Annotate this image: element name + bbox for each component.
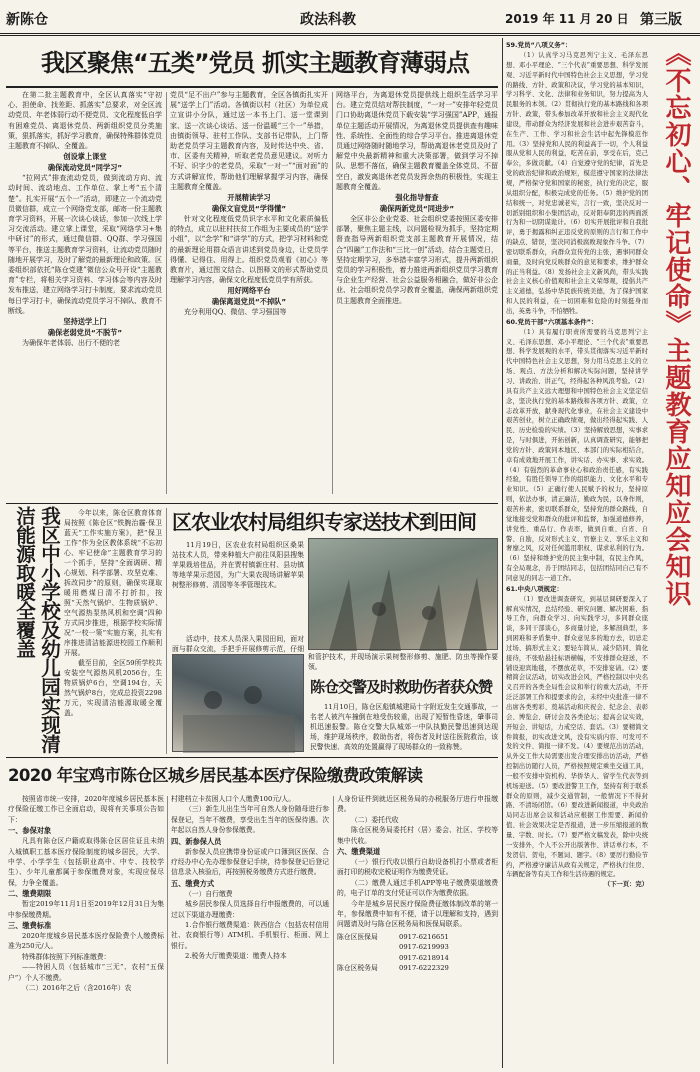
- contact-row: 0917-6218914: [399, 953, 449, 962]
- sidebar-end-mark: （下一页：完）: [603, 881, 648, 889]
- insurance-paragraph: 凡具有陈仓区户籍或取得陈仓区居住证且未纳入城镇职工基本医疗保险制度的城乡居民，大学、中学、小学学生（包括职业高中、中专、技校学生）、少年儿童都属于参保缴费对象，实现应保尽保，力争全覆盖。: [8, 837, 164, 887]
- insurance-paragraph: 城乡居民参保人员选择自行申报缴费的，可以通过以下渠道办理缴费：: [171, 900, 329, 919]
- agri-body: [172, 540, 304, 632]
- lead-paragraph: 为确保年老体弱、出行不便的老: [22, 339, 120, 348]
- lead-paragraph: 网络平台，为离退休党员提供线上组织生活学习平台。建立党员结对帮扶制度，“一对一”安排年轻党员门口协助离退休党员下载安装“学习强国”APP，通报单位主题活动开展情况，为离退休党员提供查有趣味性、系统性、全面性的综合学习平台。推进离退休党员通过网络随时随地学习，帮助离退休老党员及时了解党中央最新精神和重大决策部署，做到学习不掉队、思想不落伍，确保主题教育覆盖全体党员、不留空白，激发离退休老党员发挥余热的积极性，实现主题教育全覆盖。: [336, 91, 498, 191]
- agri-paragraph: 活动中，技术人员深入果园田间，面对面与群众交流，手把手开展修剪示范，仔细: [172, 635, 304, 653]
- insurance-subhead: 一、参保对象: [8, 826, 52, 836]
- insurance-paragraph: （一）自行缴费: [185, 889, 233, 898]
- paper-name: 新陈仓: [6, 12, 48, 28]
- lead-headline: 我区聚焦“五类”党员 抓实主题教育薄弱点: [41, 49, 469, 77]
- insurance-paragraph: 按照省市统一安排，2020年度城乡居民基本医疗保险征缴工作已全面启动，现将有关事项公告如下：: [8, 795, 164, 824]
- insurance-paragraph: 特殊群体按照下列标准缴费：: [22, 952, 111, 961]
- sidebar-knowledge: [506, 40, 648, 1064]
- insurance-paragraph: 人身份证件到就近区税务局的办税服务厅进行申报缴费。: [337, 795, 498, 814]
- insurance-column-1: [8, 794, 164, 1066]
- lead-subhead: 坚持送学上门: [63, 317, 107, 327]
- section-divider: [6, 757, 498, 758]
- vertical-headline: 我区中小学校及幼儿园实现清洁能源取暖全覆盖: [13, 506, 61, 753]
- traffic-body: [310, 702, 498, 754]
- lead-subhead: 确保两新党员“同进步”: [379, 204, 455, 214]
- lead-paragraph: 党员“足不出户”参与主题教育，全区各镇街扎实开展“送学上门”活动。各镇街以村（社区）为单位成立宣讲小分队，通过送一本书上门、送一堂课到家、送一次谈心谈话、送一份温暖“三个一”举措，由镇街领导、驻村工作队、支部书记带队，上门帮助老党员学习主题教育内容，及时传达中央、省、市、区委有关精神，听取老党员意见建议。对听力不好、识字少的老党员，采取“一对一”“面对面”的方式讲解宣传，帮助他们理解掌握学习内容，确保主题教育全覆盖。: [170, 91, 328, 191]
- sidebar-paragraph: （1）认真学习马克思列宁主义、毛泽东思想、邓小平理论、“三个代表”重要思想、科学发展观、习近平新时代中国特色社会主义思想，学习党的路线、方针、政策和决议，学习党的基本知识，学习科学、文化、法律和业务知识，努力提高为人民服务的本领。（2）贯彻执行党的基本路线和各项方针、政策，带头参加改革开放和社会主义现代化建设，带动群众为经济发展和社会进步艰苦奋斗，在生产、工作、学习和社会生活中起先锋模范作用。（3）坚持党和人民的利益高于一切，个人利益服从党和人民的利益，吃苦在前，享受在后，克己奉公，多做贡献。（4）自觉遵守党的纪律，首先是党的政治纪律和政治规矩，模范遵守国家的法律法规，严格保守党和国家的秘密，执行党的决定，服从组织分配，积极完成党的任务。（5）维护党的团结和统一，对党忠诚老实，言行一致，坚决反对一切派别组织和小集团活动，反对阳奉阴违的两面派行为和一切阴谋诡计。（6）切实开展批评和自我批评，勇于揭露和纠正违反党的原则的言行和工作中的缺点、错误，坚决同消极腐败现象作斗争。（7）密切联系群众，向群众宣传党的主张，遇事同群众商量，及时向党反映群众的意见和要求，维护群众的正当利益。（8）发扬社会主义新风尚，带头实践社会主义核心价值观和社会主义荣辱观，提倡共产主义道德，弘扬中华民族传统美德，为了保护国家和人民的利益，在一切困难和危险的时刻挺身而出，英勇斗争，不怕牺牲。: [506, 52, 648, 315]
- traffic-photo: [172, 654, 304, 752]
- contact-row: 陈仓区医保局 0917-6216651: [337, 932, 449, 941]
- headline-rule: [6, 86, 498, 88]
- insurance-subhead: 三、缴费标准: [8, 921, 52, 931]
- insurance-paragraph: （二）2016年之后（含2016年）农: [22, 984, 132, 993]
- lead-paragraph: 全区非公企业党委、社会组织党委按照区委安排部署，聚焦主题主线，以问题检视为抓手，坚持定期督查指导两新组织党支部主题教育开展情况，结合“四融”工作法和“三比一创”活动，结合主题党日，坚持定期学习，多举措丰富学习形式，提升两新组织党员的学习积极性，着力推进两新组织党员学习教育与企业生产经营、社会公益服务相融合，做好非公企业、社会组织党员学习教育全覆盖，确保两新组织党员主题教育全面推进。: [336, 215, 498, 305]
- sidebar-heading: 60.党员干部“六项基本条件”：: [506, 317, 598, 326]
- insurance-paragraph: 1.合作银行缴费渠道：陕西信合（包括农村信用社、农商银行等）ATM机、手机银行、柜面、网上银行。: [171, 921, 329, 950]
- contact-list: [337, 932, 498, 974]
- insurance-paragraph: 2.税务大厅缴费渠道：缴费人持本: [185, 952, 287, 961]
- agri-body-2: [172, 634, 304, 653]
- agri-photo: [308, 538, 498, 650]
- lead-paragraph: “拉网式”排查流动党员，做到流动方向、流动时间、流动地点、工作单位、掌上考“五个清楚”。扎实开展“五个一”活动，即建立一个流动党员微信群，成立一个网络党支部，邮寄一份主题教育学习资料，开展一次谈心谈话，参加一次线上学习交流活动。建立掌上课堂，采取“网络学习+集中研讨”的形式，通过微信群、QQ群、学习强国等平台，推送主题教育学习资料，让流动党员随时随地开展学习，及时了解党的最新理论和政策。区委组织部依托“陈仓党建”微信公众号开设“主题教育”专栏，将相关学习资料、学习体会等内容及时发布推送，建立网络学习打卡制度，要求流动党员每日学习打卡，确保流动党员学习不掉队、教育不断线。: [8, 174, 162, 315]
- insurance-subhead: 五、缴费方式: [171, 878, 215, 888]
- agri-headline: 区农业农村局组织专家送技术到田间: [172, 510, 476, 534]
- accident-photo-icon: [173, 655, 305, 753]
- vertical-story-body: [64, 508, 162, 756]
- page-header: [0, 0, 700, 36]
- insurance-paragraph: ——特困人员（包括城市“三无”、农村“五保户”）个人不缴费。: [8, 963, 164, 982]
- insurance-subhead: 二、缴费期限: [8, 889, 52, 899]
- agri-caption-text: 和管护技术，并现场演示果树整形修剪、施肥、防虫等操作要领。: [308, 653, 498, 671]
- lead-subhead: 开展精读学习: [227, 193, 271, 203]
- lead-column-2: [170, 90, 328, 498]
- insurance-paragraph: 村建档立卡贫困人口个人缴费100元/人。: [171, 795, 296, 803]
- lead-column-3: [336, 90, 498, 498]
- vertical-story-paragraph: 截至目前，全区59所学校共安装空气源热风机2056台，生物质锅炉6台，空调194台，天然气锅炉8台，完成总投资2298万元，实现清洁能源取暖全覆盖。: [64, 659, 162, 717]
- lead-subhead: 确保老弱党员“不脱节”: [47, 328, 123, 338]
- insurance-column-2: [171, 794, 329, 1066]
- lead-subhead: 确保文盲党员“学得懂”: [211, 204, 287, 214]
- lead-column-1: [8, 90, 162, 498]
- insurance-subhead: 六、缴费渠道: [337, 847, 381, 857]
- lead-paragraph: 充分利用QQ、微信、学习强国等: [184, 308, 287, 317]
- lead-subhead: 确保离退党员“不掉队”: [211, 297, 287, 307]
- lead-subhead: 强化指导督查: [395, 193, 439, 203]
- insurance-paragraph: 陈仓区税务局委托村（居）委会、社区、学校等集中代收。: [337, 826, 498, 845]
- issue-date: 2019 年 11 月 20 日: [505, 12, 629, 26]
- insurance-paragraph: 今年是城乡居民医疗保险费征缴体制改革的第一年，参保缴费中如有不便，请于以理解和支持，遇到问题请及时与陈仓区税务局和医保局联系。: [337, 899, 498, 929]
- insurance-column-3: [337, 794, 498, 1066]
- agri-caption: [308, 652, 498, 674]
- insurance-paragraph: （三）新生儿出生当年可自然人身份随母进行参保登记，当年不缴费，享受出生当年的医保待遇。次年起以自然人身份参保缴费。: [171, 805, 329, 835]
- section-divider: [6, 503, 498, 504]
- insurance-paragraph: 2020年度城乡居民基本医疗保险费个人缴费标准为250元/人。: [8, 932, 164, 951]
- lead-paragraph: 针对文化程度低党员识字水平和文化素质偏低的特点，成立以驻村扶贫工作组为主要成员的“送学小组”，以“念学”和“讲学”的方式，把学习材料和党的最新理论用群众语言讲述到党员身边，让党员学得懂、记得住、用得上。组织党员观看《初心》等教育片，通过图文结合、以图释文的形式帮助党员理解学习内容，确保文化程度低党员学有所获。: [170, 215, 328, 285]
- insurance-headline: 2020 年宝鸡市陈仓区城乡居民基本医疗保险缴费政策解读: [8, 766, 423, 785]
- sidebar-heading: 59.党员“八项义务”：: [506, 41, 572, 49]
- traffic-paragraph: 11月10日，陈仓区彪镇城建局十字附近发生交通事故，一名老人被汽车撞倒在地受伤较重，出现了短暂性昏迷，肇事司机迅速报警。陈仓交警大队城郊一中队执勤民警迅速到达现场，维护现场秩序，救助伤者，将伤者及时送往医院救治，该民警快速、高效的处置赢得了现场群众的一致称赞。: [310, 703, 498, 751]
- lead-subhead: 用好网络平台: [227, 286, 271, 296]
- insurance-paragraph: （一）银行代收以银行自助设备机打小票或者柜面打印的税收完税证明作为缴费凭证。: [337, 858, 498, 877]
- contact-row: 陈仓区税务局 0917-6222329: [337, 964, 449, 973]
- traffic-headline: 陈仓交警及时救助伤者获众赞: [310, 678, 493, 696]
- orchard-photo-icon: [309, 539, 499, 651]
- insurance-paragraph: 新参保人员应携带身份证或户口簿到区医保、合疗经办中心先办理参保登记手续，待参保登记后登记信息录入核验后，再按照税务缴费方式进行缴费。: [171, 847, 329, 877]
- page-number: 第三版: [640, 12, 682, 28]
- sidebar-title: 《不忘初心、牢记使命》主题教育应知应会知识: [661, 40, 691, 607]
- vertical-story-paragraph: 今年以来，陈仓区教育体育局按照《陈仓区“铁腕治霾·保卫蓝天”工作实施方案》，把“保卫工作”作为全区教体系统“不忘初心、牢记使命”主题教育学习的一个抓手，坚持“全面调研、精心规划、科学部署、攻坚克难、拆改同步”的原则，确保实现取暖用燃煤日清不打折扣，按照“天然气锅炉、生物质锅炉、空气源热泵热风机和空调”四种方式同步推进，根据学校实际情况“一校一策”实施方案，扎实有序推进清洁能源进校园工作顺利开展。: [64, 509, 162, 657]
- insurance-paragraph: 暂定2019年11月1日至2019年12月31日为集中参保缴费期。: [8, 900, 164, 919]
- insurance-paragraph: （二）缴费人通过手机APP等电子缴费渠道缴费的，电子订单的支付凭证可以作为缴费依据。: [337, 878, 498, 898]
- agri-paragraph: 11月19日，区农业农村局组织区桑果站技术人员，带来种植大户前往凤阳县搜集苹果栽培佳品，并在贾村镇新庄村、县功镇等地苹果示范园，为广大果农现场讲解苹果树整形修剪、清园等冬季管理技术。: [172, 541, 304, 589]
- sidebar-heading: 61.中央八项规定：: [506, 584, 564, 593]
- insurance-subhead: 四、新参保人员: [171, 836, 222, 846]
- sidebar-paragraph: （1）要改进调查研究，到基层调研要深入了解真实情况，总结经验、研究问题、解决困难、指导工作，向群众学习、向实践学习，多同群众座谈，多同干部谈心，多商量讨论，多解剖典型，多到困难和矛盾集中、群众意见多的地方去，切忌走过场、搞形式主义；要轻车简从、减少陪同、简化接待，不张贴悬挂标语横幅，不安排群众迎送，不铺设迎宾地毯，不摆放花草，不安排宴请。（2）要精简会议活动，切实改进会风，严格控制以中央名义召开的各类全局性会议和举行的重大活动，不开泛泛部署工作和提要求的会，未经中央批准一律不出席各类剪彩、奠基活动和庆祝会、纪念会、表彰会、博览会、研讨会及各类论坛；提高会议实效，开短会、讲短话，力戒空话、套话。（3）要精简文件简报，切实改进文风，没有实质内容、可发可不发的文件、简报一律不发。（4）要规范出访活动，从外交工作大局需要出发合理安排出访活动，严格控制出访随行人员，严格按照规定乘坐交通工具，一般不安排中资机构、华侨华人、留学生代表等到机场迎送。（5）要改进警卫工作，坚持有利于联系群众的原则，减少交通管制，一般情况下不得封路、不清场闭馆。（6）要改进新闻报道，中央政治局同志出席会议和活动应根据工作需要、新闻价值、社会效果决定是否报道，进一步压缩报道的数量、字数、时长。（7）要严格文稿发表，除中央统一安排外，个人不公开出版著作、讲话单行本，不发贺信、贺电，不题词、题字。（8）要厉行勤俭节约，严格遵守廉洁从政有关规定，严格执行住房、车辆配备等有关工作和生活待遇的规定。: [506, 595, 648, 879]
- lead-subhead: 创设掌上课堂: [63, 152, 107, 162]
- lead-subhead: 确保流动党员“同学习”: [47, 163, 123, 173]
- sidebar-paragraph: （1）具有履行职责所需要的马克思列宁主义、毛泽东思想、邓小平理论、“三个代表”重要思想、科学发展观的水平，带头贯彻落实习近平新时代中国特色社会主义思想，努力用马克思主义的立场、观点、方法分析和解决实际问题，坚持讲学习、讲政治、讲正气，经得起各种风浪考验。（2）具有共产主义远大理想和中国特色社会主义坚定信念，坚决执行党的基本路线和各项方针、政策，立志改革开放，献身现代化事业，在社会主义建设中艰苦创业，树立正确政绩观，做出经得起实践、人民、历史检验的实绩。（3）坚持解放思想，实事求是，与时俱进，开拓创新，认真调查研究，能够把党的方针、政策同本地区、本部门的实际相结合，卓有成效地开展工作，讲实话、办实事、求实效。（4）有强烈的革命事业心和政治责任感，有实践经验，有胜任领导工作的组织能力、文化水平和专业知识。（5）正确行使人民赋予的权力，坚持原则，依法办事，清正廉洁，勤政为民，以身作则，艰苦朴素，密切联系群众，坚持党的群众路线，自觉地接受党和群众的批评和监督，加强道德修养，讲党性、重品行、作表率，做到自重、自省、自警、自励，反对形式主义、官僚主义、享乐主义和奢靡之风，反对任何滥用职权、谋求私利的行为。（6）坚持和维护党的民主集中制，有民主作风，有全局观念，善于团结同志，包括团结同自己有不同意见的同志一道工作。: [506, 328, 648, 582]
- contact-row: 0917-6219993: [399, 943, 449, 952]
- section-name: 政法科教: [300, 12, 356, 28]
- insurance-paragraph: （二）委托代收: [351, 815, 399, 824]
- lead-intro: 在第二批主题教育中，全区认真落实“守初心、担使命、找差距、抓落实”总要求，对全区流动党员、年老体弱行动不便党员、文化程度低自学有困难党员、离退休党员、两新组织党员分类施策，狠抓落实，抓好学习教育，确保特殊群体党员主题教育不掉队、全覆盖。: [8, 91, 162, 151]
